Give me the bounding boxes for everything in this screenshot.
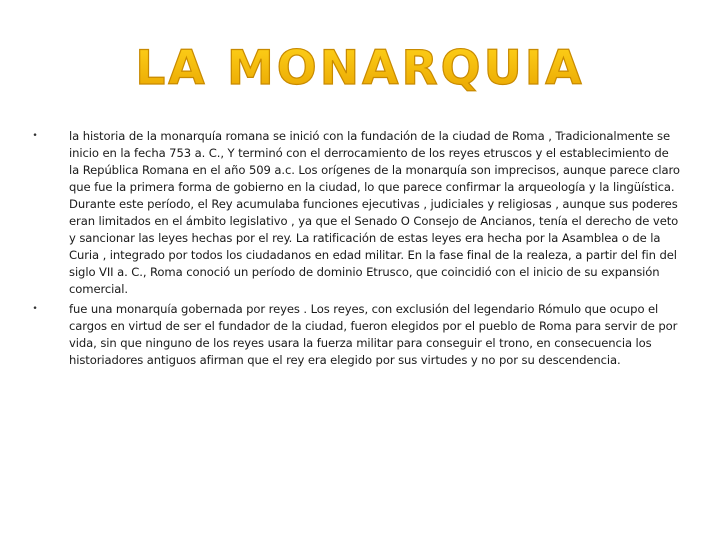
bullet-list [30, 128, 682, 372]
slide-title-graphic [0, 38, 720, 100]
bullet-text: fue una monarquía gobernada por reyes . Los reyes, con exclusión del legendario Rómulo que ocupo el cargos en virtud de ser el fundador de la ciudad, fueron elegidos por el pueblo de Roma para servir de por vida, sin que ninguno de los reyes usara la fuerza militar para conseguir el trono, en consecuencia los historiadores antiguos afirman que el rey era elegido por sus virtudes y no por su descendencia. [69, 302, 678, 367]
bullet-text: la historia de la monarquía romana se inició con la fundación de la ciudad de Roma , Tradicionalmente se inicio en la fecha 753 a. C., Y terminó con el derrocamiento de los reyes etruscos y el establecimiento de la República Romana en el año 509 a.c. Los orígenes de la monarquía son imprecisos, aunque parece claro que fue la primera forma de gobierno en la ciudad, lo que parece confirmar la arqueología y la lingüística. Durante este período, el Rey acumulaba funciones ejecutivas , judiciales y religiosas , aunque sus poderes eran limitados en el ámbito legislativo , ya que el Senado O Consejo de Ancianos, tenía el derecho de veto y sancionar las leyes hechas por el rey. La ratificación de estas leyes era hecha por la Asamblea o de la Curia , integrado por todos los ciudadanos en edad militar. En la fase final de la realeza, a partir del fin del siglo VII a. C., Roma conoció un período de dominio Etrusco, que coincidió con el inicio de su expansión comercial. [69, 129, 680, 296]
list-item [30, 128, 682, 298]
bullet-icon: • [32, 304, 38, 314]
slide-title-container [0, 38, 720, 100]
bullet-icon: • [32, 131, 38, 141]
list-item [30, 301, 682, 369]
page-title: LA MONARQUIA [135, 41, 585, 96]
